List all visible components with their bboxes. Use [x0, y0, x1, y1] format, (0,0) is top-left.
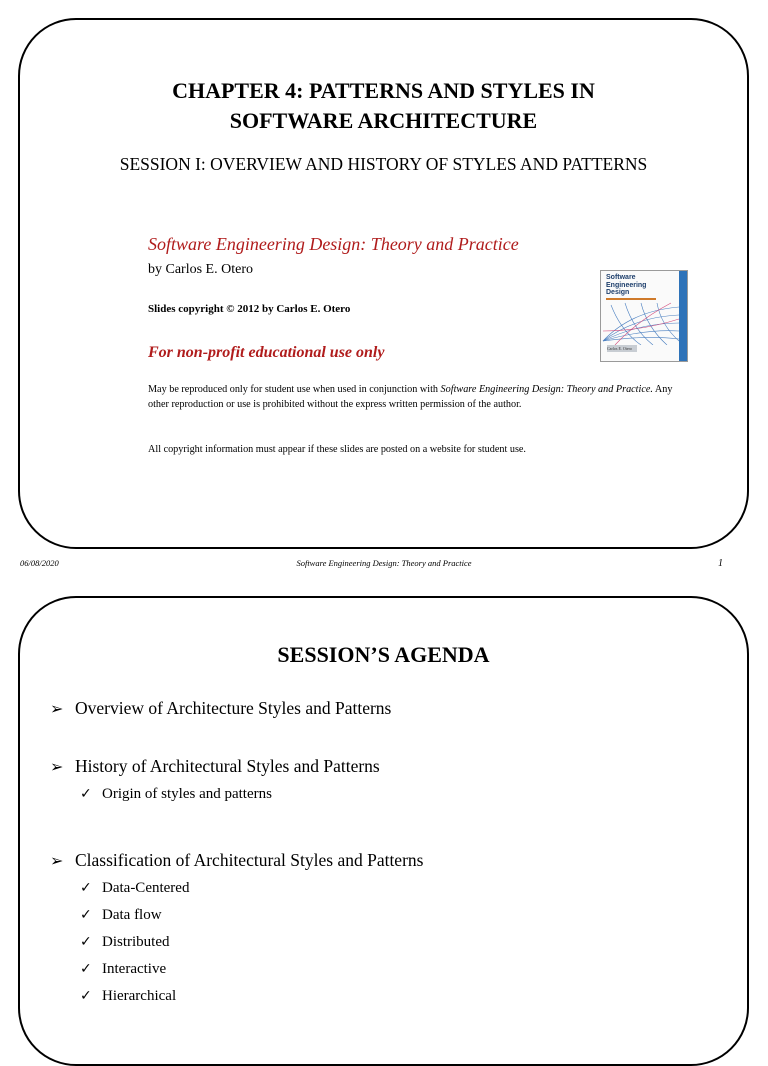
agenda-item: ➢ Overview of Architecture Styles and Patterns [50, 698, 392, 718]
nonprofit-notice: For non-profit educational use only [148, 344, 385, 361]
footer-title: Software Engineering Design: Theory and Practice [296, 558, 472, 568]
slide-subtitle: SESSION I: OVERVIEW AND HISTORY OF STYLES AND PATTERNS [119, 154, 648, 174]
checkmark-icon: ✓ [80, 880, 92, 896]
cover-accent-bar [606, 298, 656, 300]
book-cover-image [600, 270, 688, 362]
arrow-bullet-icon: ➢ [50, 757, 64, 776]
arrow-bullet-icon: ➢ [50, 699, 64, 718]
author-line: by Carlos E. Otero [148, 262, 253, 277]
title-slide [18, 18, 749, 549]
checkmark-icon: ✓ [80, 961, 92, 977]
agenda-subitem: ✓ Interactive [80, 961, 167, 977]
copyright-notice: All copyright information must appear if these slides are posted on a website for student use. [148, 444, 526, 455]
footer-page-number: 1 [718, 558, 723, 569]
slide-title: CHAPTER 4: PATTERNS AND STYLES IN SOFTWARE ARCHITECTURE [172, 78, 595, 133]
agenda-subitem: ✓ Origin of styles and patterns [80, 786, 272, 802]
agenda-subitem: ✓ Data-Centered [80, 880, 190, 896]
usage-notice: May be reproduced only for student use when used in conjunction with Software Engineering Design: Theory and Practice. Any other reproduction or use is prohibited without the express written permission of the author. [148, 384, 673, 410]
cover-author: Carlos E. Otero [607, 345, 637, 352]
cover-spine [679, 271, 687, 361]
copyright-line: Slides copyright © 2012 by Carlos E. Otero [148, 303, 351, 315]
agenda-subitem: ✓ Distributed [80, 934, 170, 950]
checkmark-icon: ✓ [80, 988, 92, 1004]
arrow-bullet-icon: ➢ [50, 851, 64, 870]
checkmark-icon: ✓ [80, 786, 92, 802]
cover-title: Software Engineering Design [606, 274, 647, 296]
footer-date: 06/08/2020 [20, 558, 59, 568]
agenda-subitem: ✓ Data flow [80, 907, 162, 923]
cover-graphic [601, 301, 681, 345]
agenda-item: ➢ History of Architectural Styles and Patterns [50, 756, 380, 776]
checkmark-icon: ✓ [80, 907, 92, 923]
agenda-slide [18, 596, 749, 1066]
book-title: Software Engineering Design: Theory and Practice [148, 234, 519, 254]
agenda-item: ➢ Classification of Architectural Styles and Patterns [50, 850, 424, 870]
checkmark-icon: ✓ [80, 934, 92, 950]
slide-title: SESSION’S AGENDA [277, 642, 490, 667]
agenda-subitem: ✓ Hierarchical [80, 988, 177, 1004]
